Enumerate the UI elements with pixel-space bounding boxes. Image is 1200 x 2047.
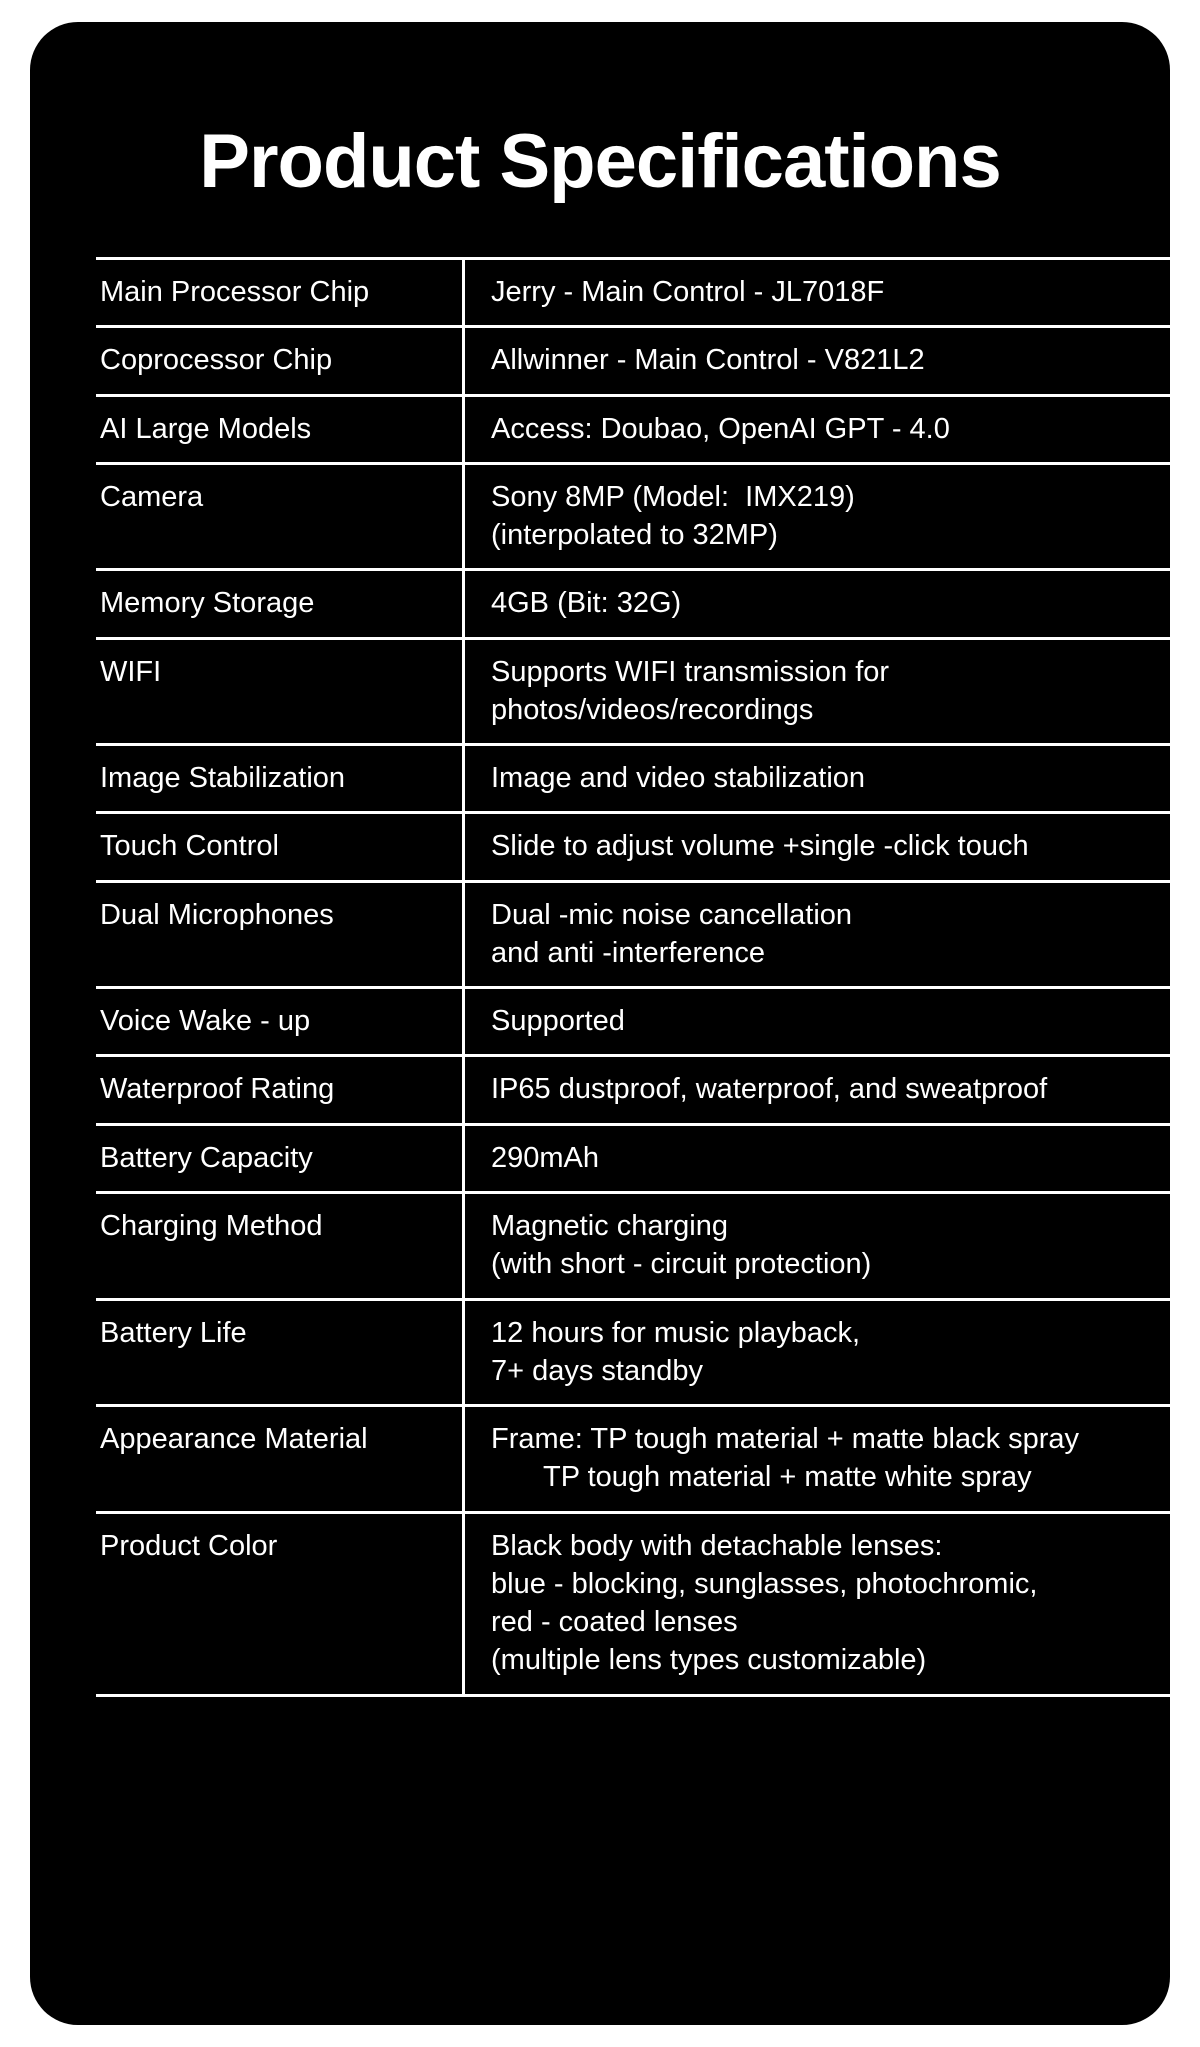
specifications-table-body [96, 259, 1171, 1696]
spec-value [464, 570, 1172, 638]
spec-value [464, 988, 1172, 1056]
spec-value [464, 259, 1172, 327]
spec-value-line: Dual -mic noise cancellation [491, 898, 853, 931]
spec-value [464, 1299, 1172, 1406]
table-row [96, 745, 1171, 813]
spec-label: Charging Method [96, 1192, 464, 1299]
spec-label: Main Processor Chip [96, 259, 464, 327]
table-row [96, 463, 1171, 570]
table-row [96, 1124, 1171, 1192]
table-row [96, 1406, 1171, 1513]
spec-value-line: Frame: TP tough material + matte black spray [491, 1423, 1080, 1456]
spec-value-line: Black body with detachable lenses: [491, 1529, 943, 1562]
spec-value-line: IP65 dustproof, waterproof, and sweatproof [491, 1073, 1048, 1106]
table-row [96, 1512, 1171, 1695]
spec-label: Image Stabilization [96, 745, 464, 813]
spec-value [464, 1406, 1172, 1513]
spec-value-line: Allwinner - Main Control - V821L2 [491, 344, 925, 377]
spec-value-line: Magnetic charging [491, 1209, 728, 1242]
spec-value-line: 12 hours for music playback, [491, 1316, 861, 1349]
spec-label: Battery Capacity [96, 1124, 464, 1192]
specifications-table [96, 257, 1171, 1697]
spec-value [464, 813, 1172, 881]
spec-value [464, 745, 1172, 813]
spec-label: Coprocessor Chip [96, 327, 464, 395]
spec-label: Memory Storage [96, 570, 464, 638]
spec-value-line: blue - blocking, sunglasses, photochromic, [491, 1567, 1038, 1600]
table-row [96, 1192, 1171, 1299]
spec-label: Waterproof Rating [96, 1056, 464, 1124]
spec-card [30, 22, 1170, 2025]
spec-label: AI Large Models [96, 395, 464, 463]
spec-value [464, 1192, 1172, 1299]
spec-label: Battery Life [96, 1299, 464, 1406]
spec-label: Voice Wake - up [96, 988, 464, 1056]
spec-value-line: (with short - circuit protection) [491, 1248, 872, 1281]
spec-value-line: TP tough material + matte white spray [543, 1461, 1032, 1494]
spec-value-line: Supported [491, 1005, 625, 1038]
table-row [96, 1299, 1171, 1406]
table-row [96, 1056, 1171, 1124]
table-row [96, 327, 1171, 395]
spec-label: Touch Control [96, 813, 464, 881]
spec-label: Product Color [96, 1512, 464, 1695]
table-row [96, 988, 1171, 1056]
spec-value [464, 638, 1172, 745]
table-row [96, 881, 1171, 988]
spec-value-line: Image and video stabilization [491, 762, 866, 795]
spec-value-line: 7+ days standby [491, 1354, 704, 1387]
table-row [96, 813, 1171, 881]
spec-label: Appearance Material [96, 1406, 464, 1513]
page-title: Product Specifications [199, 119, 1001, 204]
table-row [96, 395, 1171, 463]
spec-label: Dual Microphones [96, 881, 464, 988]
spec-value [464, 1512, 1172, 1695]
spec-value-line: (multiple lens types customizable) [491, 1644, 927, 1677]
spec-value [464, 1056, 1172, 1124]
spec-label: Camera [96, 463, 464, 570]
table-row [96, 259, 1171, 327]
spec-value-line: Sony 8MP (Model: IMX219) [491, 480, 855, 513]
spec-value-line: photos/videos/recordings [491, 693, 814, 726]
spec-value [464, 881, 1172, 988]
spec-value-line: (interpolated to 32MP) [491, 519, 778, 552]
spec-value-line: 290mAh [491, 1141, 600, 1174]
spec-value-line: Supports WIFI transmission for [491, 655, 890, 688]
spec-value-line: and anti -interference [491, 936, 766, 969]
spec-value [464, 327, 1172, 395]
spec-value [464, 395, 1172, 463]
spec-value-line: Access: Doubao, OpenAI GPT - 4.0 [491, 412, 950, 445]
spec-value-line: Slide to adjust volume +single -click touch [491, 830, 1029, 863]
spec-label: WIFI [96, 638, 464, 745]
table-row [96, 638, 1171, 745]
table-row [96, 570, 1171, 638]
spec-value [464, 463, 1172, 570]
spec-value-line: Jerry - Main Control - JL7018F [491, 276, 885, 308]
spec-value-line: red - coated lenses [491, 1606, 738, 1639]
spec-value [464, 1124, 1172, 1192]
spec-value-line: 4GB (Bit: 32G) [491, 587, 682, 620]
